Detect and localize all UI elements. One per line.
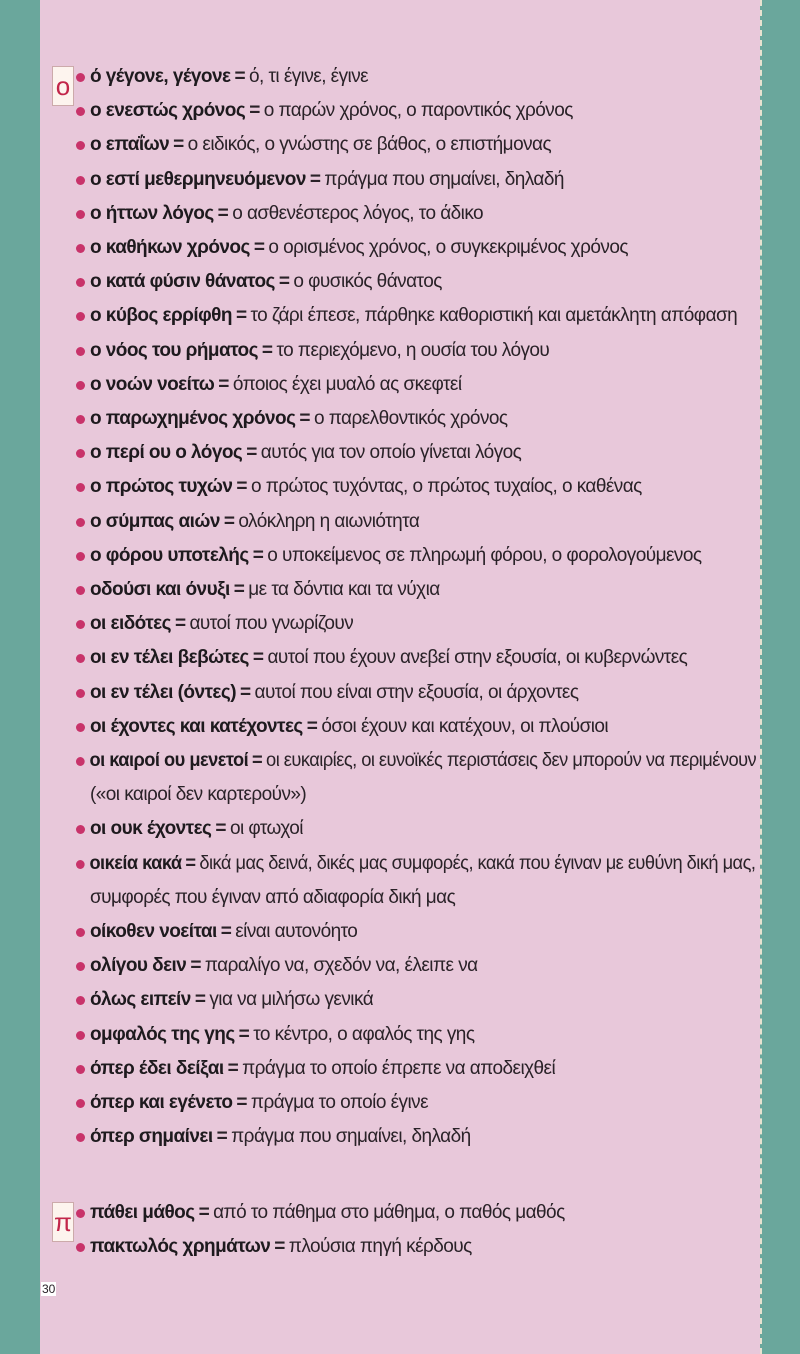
equals-sign: = xyxy=(218,373,229,395)
equals-sign: = xyxy=(235,305,247,327)
equals-sign: = xyxy=(216,1126,228,1148)
list-item xyxy=(76,1120,756,1154)
entry-term: πακτωλός χρημάτων xyxy=(90,1236,271,1258)
list-item xyxy=(76,641,756,675)
entry-term: οι εν τέλει βεβώτες xyxy=(90,647,249,669)
entry-term: ομφαλός της γης xyxy=(90,1023,235,1045)
entry-term: ο κύβος ερρίφθη xyxy=(90,305,232,327)
entry-definition: ο ορισμένος χρόνος, ο συγκεκριμένος χρόνος xyxy=(268,237,628,259)
list-item xyxy=(76,983,756,1017)
equals-sign: = xyxy=(198,1202,210,1223)
entry-term: οι ουκ έχοντες xyxy=(90,818,212,840)
entry-list-pi xyxy=(76,1196,756,1264)
bullet-icon xyxy=(76,928,85,937)
equals-sign: = xyxy=(215,818,226,840)
entry-term: ό γέγονε, γέγονε xyxy=(90,66,231,87)
bullet-icon xyxy=(76,1031,85,1040)
equals-sign: = xyxy=(223,510,235,532)
bullet-icon xyxy=(76,1099,85,1108)
equals-sign: = xyxy=(249,100,260,122)
list-item xyxy=(76,676,756,710)
entry-definition: δικά μας δεινά, δικές μας συμφορές, κακά που έγιναν με ευθύνη δική μας, xyxy=(199,852,756,874)
bullet-icon xyxy=(76,620,85,629)
right-border-band xyxy=(760,0,800,1354)
list-item xyxy=(76,573,756,607)
list-item xyxy=(76,710,756,744)
entry-term: ο νοών νοείτω xyxy=(90,373,215,395)
entry-definition: ό, τι έγινε, έγινε xyxy=(248,66,369,87)
list-item xyxy=(76,744,757,778)
entry-definition: ο φυσικός θάνατος xyxy=(293,271,442,293)
list-item xyxy=(76,94,756,128)
entry-definition: οι ευκαιρίες, οι ευνοϊκές περιστάσεις δεν μπορούν να περιμένουν xyxy=(266,750,757,772)
list-item xyxy=(76,1052,756,1086)
equals-sign: = xyxy=(278,271,290,293)
equals-sign: = xyxy=(309,168,321,190)
bullet-icon xyxy=(76,996,85,1005)
list-item xyxy=(76,128,756,162)
list-item xyxy=(76,607,756,641)
entry-term: πάθει μάθος xyxy=(90,1202,195,1223)
bullet-icon xyxy=(76,312,85,321)
entry-term: οι καιροί ου μενετοί xyxy=(89,750,249,772)
entry-term: οικεία κακά xyxy=(89,852,182,874)
entry-definition: αυτός για τον οποίο γίνεται λόγος xyxy=(260,442,522,464)
bullet-icon xyxy=(76,1209,85,1218)
list-item xyxy=(76,231,756,265)
bullet-icon xyxy=(76,483,85,492)
entry-definition: πράγμα που σημαίνει, δηλαδή xyxy=(324,168,564,190)
equals-sign: = xyxy=(299,408,310,430)
bullet-icon xyxy=(76,962,85,971)
bullet-icon xyxy=(76,1133,85,1142)
entry-term: ο καθήκων χρόνος xyxy=(90,237,250,259)
entry-definition: αυτοί που γνωρίζουν xyxy=(189,613,354,635)
entry-term: οι έχοντες και κατέχοντες xyxy=(90,715,303,737)
entry-definition: ο υποκείμενος σε πληρωμή φόρου, ο φορολογούμενος xyxy=(267,544,702,566)
bullet-icon xyxy=(76,244,85,253)
list-item xyxy=(76,197,756,231)
equals-sign: = xyxy=(185,852,196,874)
entry-term: όπερ έδει δείξαι xyxy=(90,1057,224,1079)
entry-definition: όποιος έχει μυαλό ας σκεφτεί xyxy=(232,373,462,395)
bullet-icon xyxy=(76,1065,85,1074)
equals-sign: = xyxy=(252,647,264,669)
entry-definition: πράγμα το οποίο έγινε xyxy=(250,1092,428,1114)
equals-sign: = xyxy=(252,544,264,566)
bullet-icon xyxy=(76,552,85,561)
entry-term: ο παρωχημένος χρόνος xyxy=(90,408,296,430)
bullet-icon xyxy=(76,415,85,424)
equals-sign: = xyxy=(234,66,245,87)
entry-definition: πράγμα που σημαίνει, δηλαδή xyxy=(231,1126,471,1148)
bullet-icon xyxy=(76,654,85,663)
entry-term: ο νόος του ρήματος xyxy=(90,339,258,361)
entry-term: ο φόρου υποτελής xyxy=(90,544,249,566)
list-item xyxy=(76,812,756,846)
entry-definition: ολόκληρη η αιωνιότητα xyxy=(238,510,420,532)
equals-sign: = xyxy=(220,921,232,943)
equals-sign: = xyxy=(252,750,263,772)
entry-term: οι ειδότες xyxy=(90,613,171,635)
entry-term: οδούσι και όνυξι xyxy=(90,579,230,601)
entry-term: ο εστί μεθερμηνευόμενον xyxy=(90,168,306,190)
bullet-icon xyxy=(76,825,85,834)
bullet-icon xyxy=(76,518,85,527)
entry-definition: ο ειδικός, ο γνώστης σε βάθος, ο επιστήμονας xyxy=(187,134,552,156)
bullet-icon xyxy=(76,689,85,698)
equals-sign: = xyxy=(246,442,257,464)
equals-sign: = xyxy=(190,955,201,977)
entry-term: ο περί ου ο λόγος xyxy=(90,442,243,464)
list-item xyxy=(76,265,756,299)
equals-sign: = xyxy=(274,1236,285,1258)
list-item xyxy=(76,163,756,197)
bullet-icon xyxy=(76,860,85,869)
list-item xyxy=(76,470,756,504)
entry-term: ο κατά φύσιν θάνατος xyxy=(90,271,275,293)
list-item xyxy=(76,847,756,881)
bullet-icon xyxy=(76,347,85,356)
list-item xyxy=(76,402,756,436)
list-item xyxy=(76,539,756,573)
entry-definition: πράγμα το οποίο έπρεπε να αποδειχθεί xyxy=(242,1057,556,1079)
bullet-icon xyxy=(76,757,85,766)
entry-term: όπερ και εγένετο xyxy=(90,1092,233,1114)
equals-sign: = xyxy=(253,237,265,259)
bullet-icon xyxy=(76,278,85,287)
entry-term: ο ήττων λόγος xyxy=(90,202,214,224)
entry-definition: το κέντρο, ο αφαλός της γης xyxy=(253,1023,475,1045)
entry-definition: είναι αυτονόητο xyxy=(235,921,358,943)
entry-definition: όσοι έχουν και κατέχουν, οι πλούσιοι xyxy=(321,715,609,737)
entry-term: ο σύμπας αιών xyxy=(90,510,220,532)
entry-term: ο ενεστώς χρόνος xyxy=(90,100,246,122)
entry-term: ο πρώτος τυχών xyxy=(90,476,233,498)
bullet-icon xyxy=(76,586,85,595)
entry-definition: το περιεχόμενο, η ουσία του λόγου xyxy=(276,339,550,361)
equals-sign: = xyxy=(233,579,245,601)
entry-definition: από το πάθημα στο μάθημα, ο παθός μαθός xyxy=(213,1202,565,1223)
equals-sign: = xyxy=(227,1057,239,1079)
list-item xyxy=(76,505,756,539)
list-item xyxy=(76,60,756,94)
list-item xyxy=(76,1230,756,1264)
entry-definition: το ζάρι έπεσε, πάρθηκε καθοριστική και αμετάκλητη απόφαση xyxy=(250,305,738,327)
section-letter-omicron: ο xyxy=(52,66,74,106)
bullet-icon xyxy=(76,381,85,390)
entry-term: οίκοθεν νοείται xyxy=(90,921,217,943)
list-item xyxy=(76,368,756,402)
bullet-icon xyxy=(76,449,85,458)
equals-sign: = xyxy=(217,202,229,224)
entry-definition: ο πρώτος τυχόντας, ο πρώτος τυχαίος, ο καθένας xyxy=(250,476,642,498)
left-border-band xyxy=(0,0,40,1354)
entry-definition: αυτοί που είναι στην εξουσία, οι άρχοντες xyxy=(254,681,579,703)
page-number: 30 xyxy=(42,1282,56,1296)
equals-sign: = xyxy=(236,476,247,498)
entry-definition: οι φτωχοί xyxy=(229,818,303,840)
equals-sign: = xyxy=(261,339,273,361)
equals-sign: = xyxy=(238,1023,250,1045)
entry-term: όλως ειπείν xyxy=(90,989,191,1011)
entry-definition: με τα δόντια και τα νύχια xyxy=(248,579,440,601)
bullet-icon xyxy=(76,176,85,185)
equals-sign: = xyxy=(239,681,251,703)
entry-definition: ο παρών χρόνος, ο παροντικός χρόνος xyxy=(263,100,573,122)
list-item xyxy=(76,1196,756,1230)
entry-definition: πλούσια πηγή κέρδους xyxy=(288,1236,472,1258)
list-item xyxy=(76,1018,756,1052)
entry-definition: ο ασθενέστερος λόγος, το άδικο xyxy=(232,202,484,224)
entry-definition: αυτοί που έχουν ανεβεί στην εξουσία, οι κυβερνώντες xyxy=(267,647,688,669)
equals-sign: = xyxy=(306,715,318,737)
bullet-icon xyxy=(76,73,85,82)
equals-sign: = xyxy=(194,989,206,1011)
entry-definition-continued: συμφορές που έγιναν από αδιαφορία δική μας xyxy=(90,886,456,908)
list-item xyxy=(76,1086,756,1120)
entry-definition: παραλίγο να, σχεδόν να, έλειπε να xyxy=(204,955,478,977)
bullet-icon xyxy=(76,723,85,732)
list-item xyxy=(76,334,756,368)
equals-sign: = xyxy=(173,134,184,156)
entry-list-omicron xyxy=(76,60,756,1155)
entry-term: όπερ σημαίνει xyxy=(90,1126,213,1148)
list-item xyxy=(76,949,756,983)
equals-sign: = xyxy=(236,1092,247,1114)
entry-term: ολίγου δειν xyxy=(90,955,187,977)
bullet-icon xyxy=(76,210,85,219)
bullet-icon xyxy=(76,1243,85,1252)
list-item xyxy=(76,436,756,470)
entry-definition: για να μιλήσω γενικά xyxy=(209,989,374,1011)
bullet-icon xyxy=(76,107,85,116)
entry-term: ο επαΐων xyxy=(90,134,170,156)
entry-definition-continued: («οι καιροί δεν καρτερούν») xyxy=(90,784,307,806)
entry-term: οι εν τέλει (όντες) xyxy=(90,681,236,703)
section-letter-pi: π xyxy=(52,1202,74,1242)
list-item xyxy=(76,915,756,949)
list-item xyxy=(76,299,756,333)
bullet-icon xyxy=(76,141,85,150)
equals-sign: = xyxy=(174,613,186,635)
entry-definition: ο παρελθοντικός χρόνος xyxy=(313,408,508,430)
